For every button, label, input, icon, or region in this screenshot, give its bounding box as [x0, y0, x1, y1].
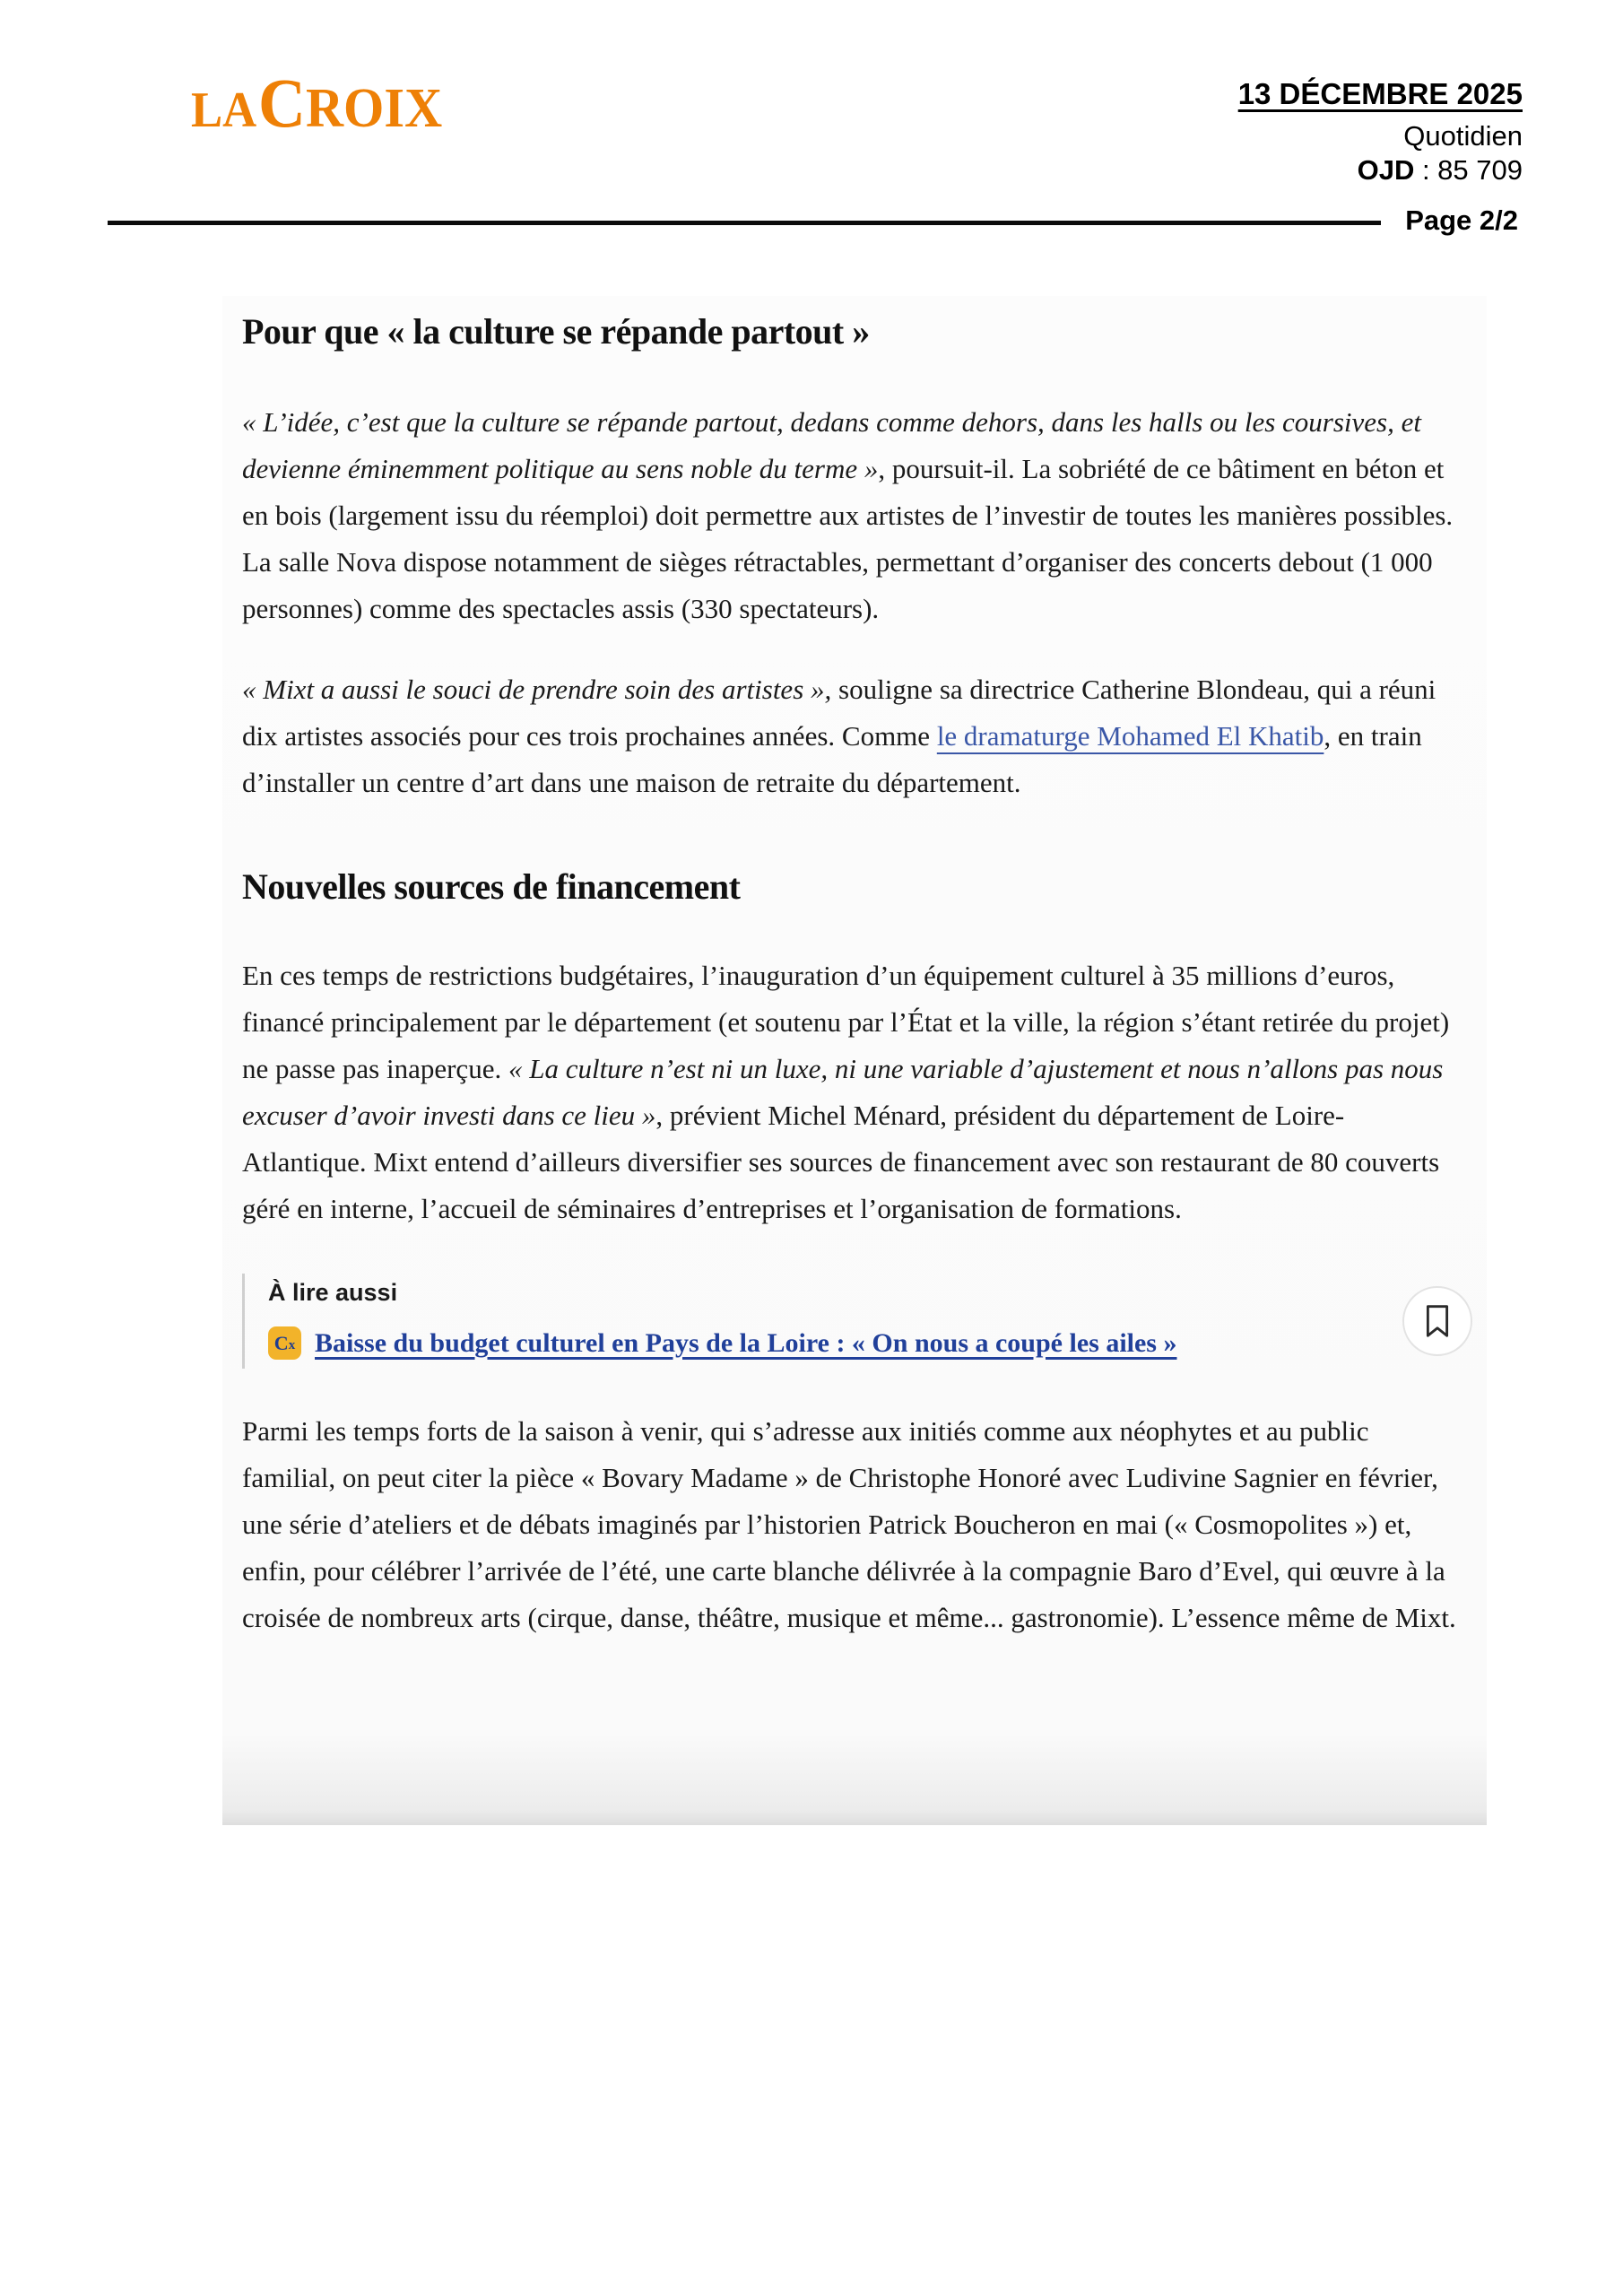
text-segment: En ces temps de restrictions budgétaires, l’inauguration d’un équipement culturel à 35 millions d’euros, financé principalement par le département (et soutenu par l’État et la ville, la région s’étant retirée du projet) ne passe pas inaperçue.	[242, 960, 1450, 1084]
page-number: Page 2/2	[1405, 204, 1518, 236]
section-heading-1: Pour que « la culture se répande partout »	[242, 311, 870, 352]
logo-c: C	[258, 64, 306, 142]
logo-roix: ROIX	[305, 78, 443, 139]
newspaper-logo	[191, 64, 443, 142]
read-also-label: À lire aussi	[268, 1279, 398, 1306]
text-segment: « La culture n’est ni un luxe, ni une variable d’ajustement et nous n’allons pas nous excuser d’avoir investi dans ce lieu »	[242, 1053, 1444, 1131]
bookmark-icon	[1422, 1303, 1453, 1339]
issue-info	[1238, 77, 1523, 187]
header-divider	[108, 221, 1381, 225]
ojd-label: OJD	[1357, 154, 1415, 186]
periodicity: Quotidien	[1403, 120, 1523, 152]
issue-date: 13 DÉCEMBRE 2025	[1237, 77, 1523, 110]
inline-link[interactable]: le dramaturge Mohamed El Khatib	[936, 720, 1324, 752]
section-heading-2: Nouvelles sources de financement	[242, 866, 741, 907]
article-paragraph-3	[242, 952, 1465, 1232]
text-segment: souligne sa directrice Catherine Blondeau, qui a réuni dix artistes associés pour ces trois prochaines années. Comme	[242, 674, 1436, 752]
read-also-row	[268, 1326, 1465, 1360]
read-also-box	[242, 1274, 1465, 1369]
text-segment: « Mixt a aussi le souci de prendre soin des artistes »,	[242, 674, 839, 705]
article	[222, 296, 1487, 1825]
article-paragraph-1	[242, 399, 1465, 632]
text-segment: , prévient Michel Ménard, président du département de Loire-Atlantique. Mixt entend d’ailleurs diversifier ses sources de financement avec son restaurant de 80 couverts géré en interne, l’accueil de séminaires d’entreprises et l’organisation de formations.	[242, 1100, 1440, 1224]
text-segment: « L’idée, c’est que la culture se répande partout, dedans comme dehors, dans les halls ou les coursives, et devienne éminemment politique au sens noble du terme »	[242, 406, 1421, 484]
article-paragraph-4	[242, 1408, 1465, 1641]
read-also-link[interactable]: Baisse du budget culturel en Pays de la Loire : « On nous a coupé les ailes »	[315, 1327, 1177, 1358]
text-segment: , poursuit-il. La sobriété de ce bâtiment en béton et en bois (largement issu du réemploi) doit permettre aux artistes de l’investir de toutes les manières possibles. La salle Nova dispose notamment de sièges rétractables, permettant d’organiser des concerts debout (1 000 personnes) comme des spectacles assis (330 spectateurs).	[242, 453, 1454, 624]
lacroix-favicon-icon: C x	[268, 1326, 301, 1360]
ojd-value: : 85 709	[1414, 154, 1523, 186]
ojd-circulation	[1238, 154, 1523, 187]
text-segment: , en train d’installer un centre d’art dans une maison de retraite du département.	[242, 720, 1422, 798]
logo-la: LA	[191, 83, 257, 138]
article-paragraph-2	[242, 666, 1465, 806]
text-segment: Parmi les temps forts de la saison à venir, qui s’adresse aux initiés comme aux néophytes et au public familial, on peut citer la pièce « Bovary Madame » de Christophe Honoré avec Ludivine Sagnier en février, une série d’ateliers et de débats imaginés par l’historien Patrick Boucheron en mai (« Cosmopolites ») et, enfin, pour célébrer l’arrivée de l’été, une carte blanche délivrée à la compagnie Baro d’Evel, qui œuvre à la croisée de nombreux arts (cirque, danse, théâtre, musique et même... gastronomie). L’essence même de Mixt.	[242, 1415, 1456, 1633]
bookmark-button[interactable]	[1402, 1286, 1472, 1356]
